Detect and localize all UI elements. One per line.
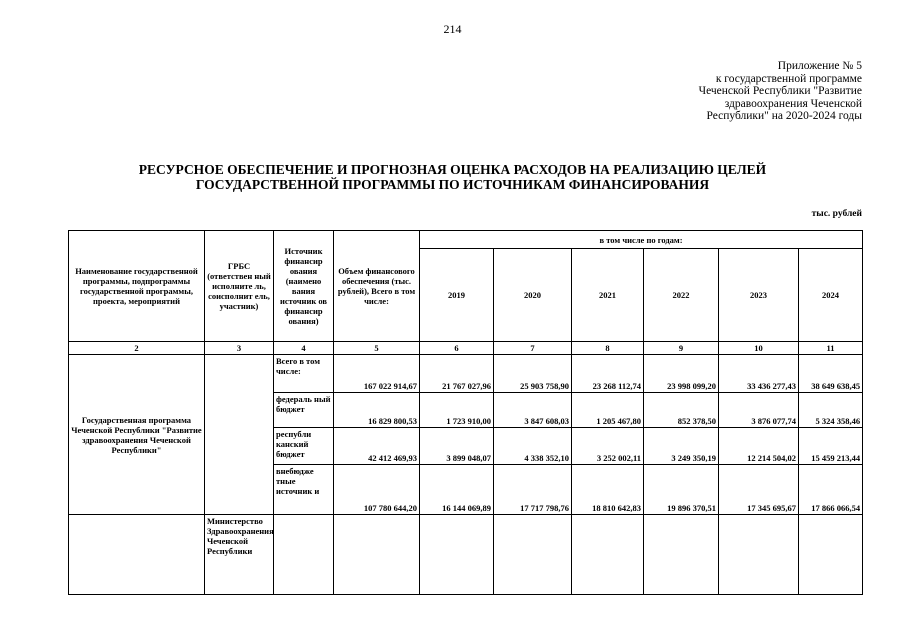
year-cell: 33 436 277,43 bbox=[719, 355, 799, 393]
year-cell: 23 268 112,74 bbox=[572, 355, 644, 393]
year-cell: 17 866 066,54 bbox=[799, 465, 863, 515]
year-cell: 19 896 370,51 bbox=[644, 465, 719, 515]
column-number: 4 bbox=[274, 342, 334, 355]
appendix-line: Чеченской Республики "Развитие bbox=[698, 85, 862, 97]
empty-cell bbox=[420, 515, 494, 595]
empty-cell bbox=[494, 515, 572, 595]
table-row bbox=[69, 515, 863, 595]
header-year: 2021 bbox=[572, 249, 644, 342]
header-year: 2022 bbox=[644, 249, 719, 342]
year-cell: 4 338 352,10 bbox=[494, 428, 572, 465]
empty-cell bbox=[572, 515, 644, 595]
year-cell: 12 214 504,02 bbox=[719, 428, 799, 465]
year-cell: 3 252 002,11 bbox=[572, 428, 644, 465]
year-cell: 38 649 638,45 bbox=[799, 355, 863, 393]
year-cell: 16 144 069,89 bbox=[420, 465, 494, 515]
appendix-line: к государственной программе bbox=[715, 72, 862, 85]
column-number: 11 bbox=[799, 342, 863, 355]
year-cell: 23 998 099,20 bbox=[644, 355, 719, 393]
empty-cell bbox=[334, 515, 420, 595]
appendix-note bbox=[699, 60, 862, 123]
header-year: 2024 bbox=[799, 249, 863, 342]
year-cell: 25 903 758,90 bbox=[494, 355, 572, 393]
year-cell: 17 717 798,76 bbox=[494, 465, 572, 515]
program-name: Государственная программа Чеченской Республики "Развитие здравоохранения Чеченской Республики" bbox=[69, 355, 205, 515]
column-number: 9 bbox=[644, 342, 719, 355]
funding-table bbox=[68, 230, 863, 595]
total-cell: 107 780 644,20 bbox=[334, 465, 420, 515]
column-number: 3 bbox=[205, 342, 274, 355]
empty-cell bbox=[69, 515, 205, 595]
units-label: тыс. рублей bbox=[811, 209, 862, 219]
header-grbs: ГРБС (ответствен ный исполните ль, соисполнит ель, участник) bbox=[205, 231, 274, 342]
title-line: РЕСУРСНОЕ ОБЕСПЕЧЕНИЕ И ПРОГНОЗНАЯ ОЦЕНКА РАСХОДОВ НА РЕАЛИЗАЦИЮ ЦЕЛЕЙ bbox=[138, 162, 767, 177]
year-cell: 3 847 608,03 bbox=[494, 393, 572, 428]
empty-cell bbox=[644, 515, 719, 595]
source-cell: внебюдже тные источник и bbox=[274, 465, 334, 515]
year-cell: 17 345 695,67 bbox=[719, 465, 799, 515]
year-cell: 3 899 048,07 bbox=[420, 428, 494, 465]
empty-cell bbox=[719, 515, 799, 595]
empty-cell bbox=[274, 515, 334, 595]
header-year: 2023 bbox=[719, 249, 799, 342]
table-row bbox=[69, 355, 863, 393]
header-row bbox=[69, 231, 863, 249]
header-name: Наименование государственной программы, подпрограммы государственной программы, проекта, мероприятий bbox=[69, 231, 205, 342]
column-number: 7 bbox=[494, 342, 572, 355]
total-cell: 42 412 469,93 bbox=[334, 428, 420, 465]
column-number: 6 bbox=[420, 342, 494, 355]
empty-cell bbox=[799, 515, 863, 595]
page-number: 214 bbox=[443, 22, 462, 36]
appendix-line: здравоохранения Чеченской bbox=[724, 97, 862, 110]
year-cell: 18 810 642,83 bbox=[572, 465, 644, 515]
source-cell: республи канский бюджет bbox=[274, 428, 334, 465]
appendix-line: Республики" на 2020-2024 годы bbox=[706, 110, 862, 122]
year-cell: 3 876 077,74 bbox=[719, 393, 799, 428]
header-year: 2020 bbox=[494, 249, 572, 342]
header-year: 2019 bbox=[420, 249, 494, 342]
grbs-cell bbox=[205, 355, 274, 515]
column-number: 2 bbox=[69, 342, 205, 355]
year-cell: 15 459 213,44 bbox=[799, 428, 863, 465]
year-cell: 21 767 027,96 bbox=[420, 355, 494, 393]
source-cell: федераль ный бюджет bbox=[274, 393, 334, 428]
total-cell: 167 022 914,67 bbox=[334, 355, 420, 393]
column-number: 10 bbox=[719, 342, 799, 355]
column-numbers-row bbox=[69, 342, 863, 355]
column-number: 5 bbox=[334, 342, 420, 355]
year-cell: 852 378,50 bbox=[644, 393, 719, 428]
total-cell: 16 829 800,53 bbox=[334, 393, 420, 428]
header-source: Источник финансир ования (наимено вания источник ов финансир ования) bbox=[274, 231, 334, 342]
appendix-line: Приложение № 5 bbox=[777, 60, 862, 72]
year-cell: 5 324 358,46 bbox=[799, 393, 863, 428]
header-volume: Объем финансового обеспечения (тыс. рублей), Всего в том числе: bbox=[334, 231, 420, 342]
document-title bbox=[0, 162, 905, 192]
year-cell: 3 249 350,19 bbox=[644, 428, 719, 465]
source-cell: Всего в том числе: bbox=[274, 355, 334, 393]
year-cell: 1 205 467,80 bbox=[572, 393, 644, 428]
column-number: 8 bbox=[572, 342, 644, 355]
title-line: ГОСУДАРСТВЕННОЙ ПРОГРАММЫ ПО ИСТОЧНИКАМ ФИНАНСИРОВАНИЯ bbox=[195, 177, 710, 192]
header-by-years: в том числе по годам: bbox=[420, 231, 863, 249]
year-cell: 1 723 910,00 bbox=[420, 393, 494, 428]
ministry-cell: Министерство Здравоохранения Чеченской Республики bbox=[205, 515, 274, 595]
